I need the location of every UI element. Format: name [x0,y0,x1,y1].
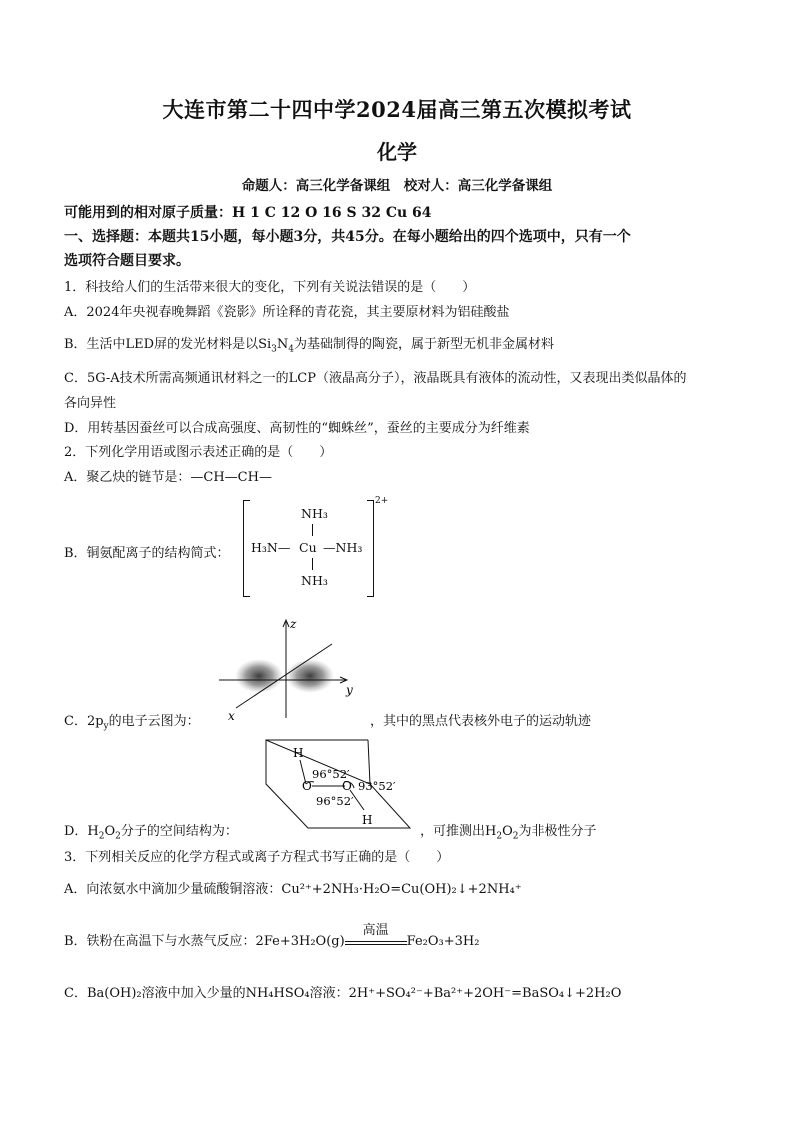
q2-stem: 2．下列化学用语或图示表述正确的是（ ） [64,445,333,460]
q2-d-tail-sub2: 2 [512,831,519,842]
q2-option-d-label [64,820,238,842]
q2-option-c-tail: ，其中的黑点代表核外电子的运动轨迹 [370,714,592,729]
authors-line: 命题人：高三化学备课组 校对人：高三化学备课组 [241,178,553,194]
q2-option-b-label: B．铜氨配离子的结构简式： [64,546,230,561]
2py-orbital-figure [214,614,364,724]
nh3-bottom: NH₃ [301,573,328,588]
nh3-right: —NH₃ [323,540,363,555]
exam-title: 大连市第二十四中学2024届高三第五次模拟考试 [162,97,632,122]
y-axis-label: y [346,683,353,697]
q2-d-tail-post: 为非极性分子 [518,824,597,839]
q2-d-mid: O [104,824,116,839]
h3n-left: H₃N— [251,540,291,555]
orbital-lobe-right [286,659,334,693]
q1-option-a: A．2024年央视春晚舞蹈《瓷影》所诠释的青花瓷，其主要原材料为铝硅酸盐 [64,305,510,320]
q1-option-b [64,333,554,355]
subject-title: 化学 [377,140,417,164]
q2-c-sub: y [103,721,109,732]
q1-option-d: D．用转基因蚕丝可以合成高强度、高韧性的“蜘蛛丝”，蚕丝的主要成分为纤维素 [64,421,530,436]
q3-option-b [64,923,480,949]
q3-b-condition: 高温 [362,923,389,938]
q2-option-c-label [64,710,200,732]
angle-93: 93°52′ [358,779,396,793]
o-right-label: O [342,779,352,793]
o-left-label: O [302,779,312,793]
q1-b-post: 为基础制得的陶瓷，属于新型无机非金属材料 [294,337,555,352]
angle-96-bottom: 96°52′ [316,794,354,808]
copper-ammine-structure [243,496,389,600]
q2-d-tail-mid: O [502,824,513,839]
q1-b-sub1: 3 [271,344,277,355]
q3-b-pre: B．铁粉在高温下与水蒸气反应：2Fe+3H₂O(g) [64,934,345,949]
q2-d-post: 分子的空间结构为： [120,824,238,839]
q1-option-c-line1: C．5G-A技术所需高频通讯材料之一的LCP（液晶高分子），液晶既具有液体的流动性，又表现出类似晶体的 [64,371,687,386]
x-axis-label: x [228,709,235,723]
z-axis-label: z [290,617,297,631]
q1-stem: 1．科技给人们的生活带来很大的变化，下列有关说法错误的是（ ） [64,280,476,295]
q3-b-post: Fe₂O₃+3H₂ [406,934,480,949]
h2o2-structure-figure [250,738,420,830]
q3-option-a: A．向浓氨水中滴加少量硫酸铜溶液：Cu²⁺+2NH₃·H₂O=Cu(OH)₂↓+2NH₄⁺ [64,882,522,897]
q1-b-pre: B．生活中LED屏的发光材料是以Si [64,337,272,352]
charge-label: 2+ [375,496,389,506]
nh3-top: NH₃ [301,506,328,521]
q2-c-post: 的电子云图为： [108,714,200,729]
q1-option-c-line2: 各向异性 [64,396,117,411]
q2-d-tail-sub: 2 [496,831,503,842]
cu-center: Cu [299,540,317,555]
q3-option-c: C．Ba(OH)₂溶液中加入少量的NH₄HSO₄溶液：2H⁺+SO₄²⁻+Ba²⁺+2OH⁻=BaSO₄↓+2H₂O [64,986,622,1001]
q2-option-a: A．聚乙炔的链节是：—CH—CH— [64,470,272,485]
q2-d-sub: 2 [98,831,105,842]
q2-d-tail-pre: ，可推测出H [420,824,497,839]
h-top-label: H [293,746,304,760]
q2-d-pre: D．H [64,824,99,839]
q1-b-sub2: 4 [288,344,295,355]
q2-c-pre: C．2p [64,714,104,729]
section-heading-line2: 选项符合题目要求。 [64,253,190,269]
section-heading-line1: 一、选择题：本题共15小题，每小题3分，共45分。在每小题给出的四个选项中，只有一个 [64,229,631,245]
q3-stem: 3．下列相关反应的化学方程式或离子方程式书写正确的是（ ） [64,850,450,865]
q2-d-sub2: 2 [115,831,121,842]
q1-b-mid: N [276,337,289,352]
q2-option-d-tail [420,820,597,842]
angle-96-top: 96°52′ [312,767,350,781]
atomic-mass-line: 可能用到的相对原子质量：H 1 C 12 O 16 S 32 Cu 64 [64,205,432,221]
h-bottom-label: H [362,813,373,827]
orbital-lobe-left [235,659,283,693]
